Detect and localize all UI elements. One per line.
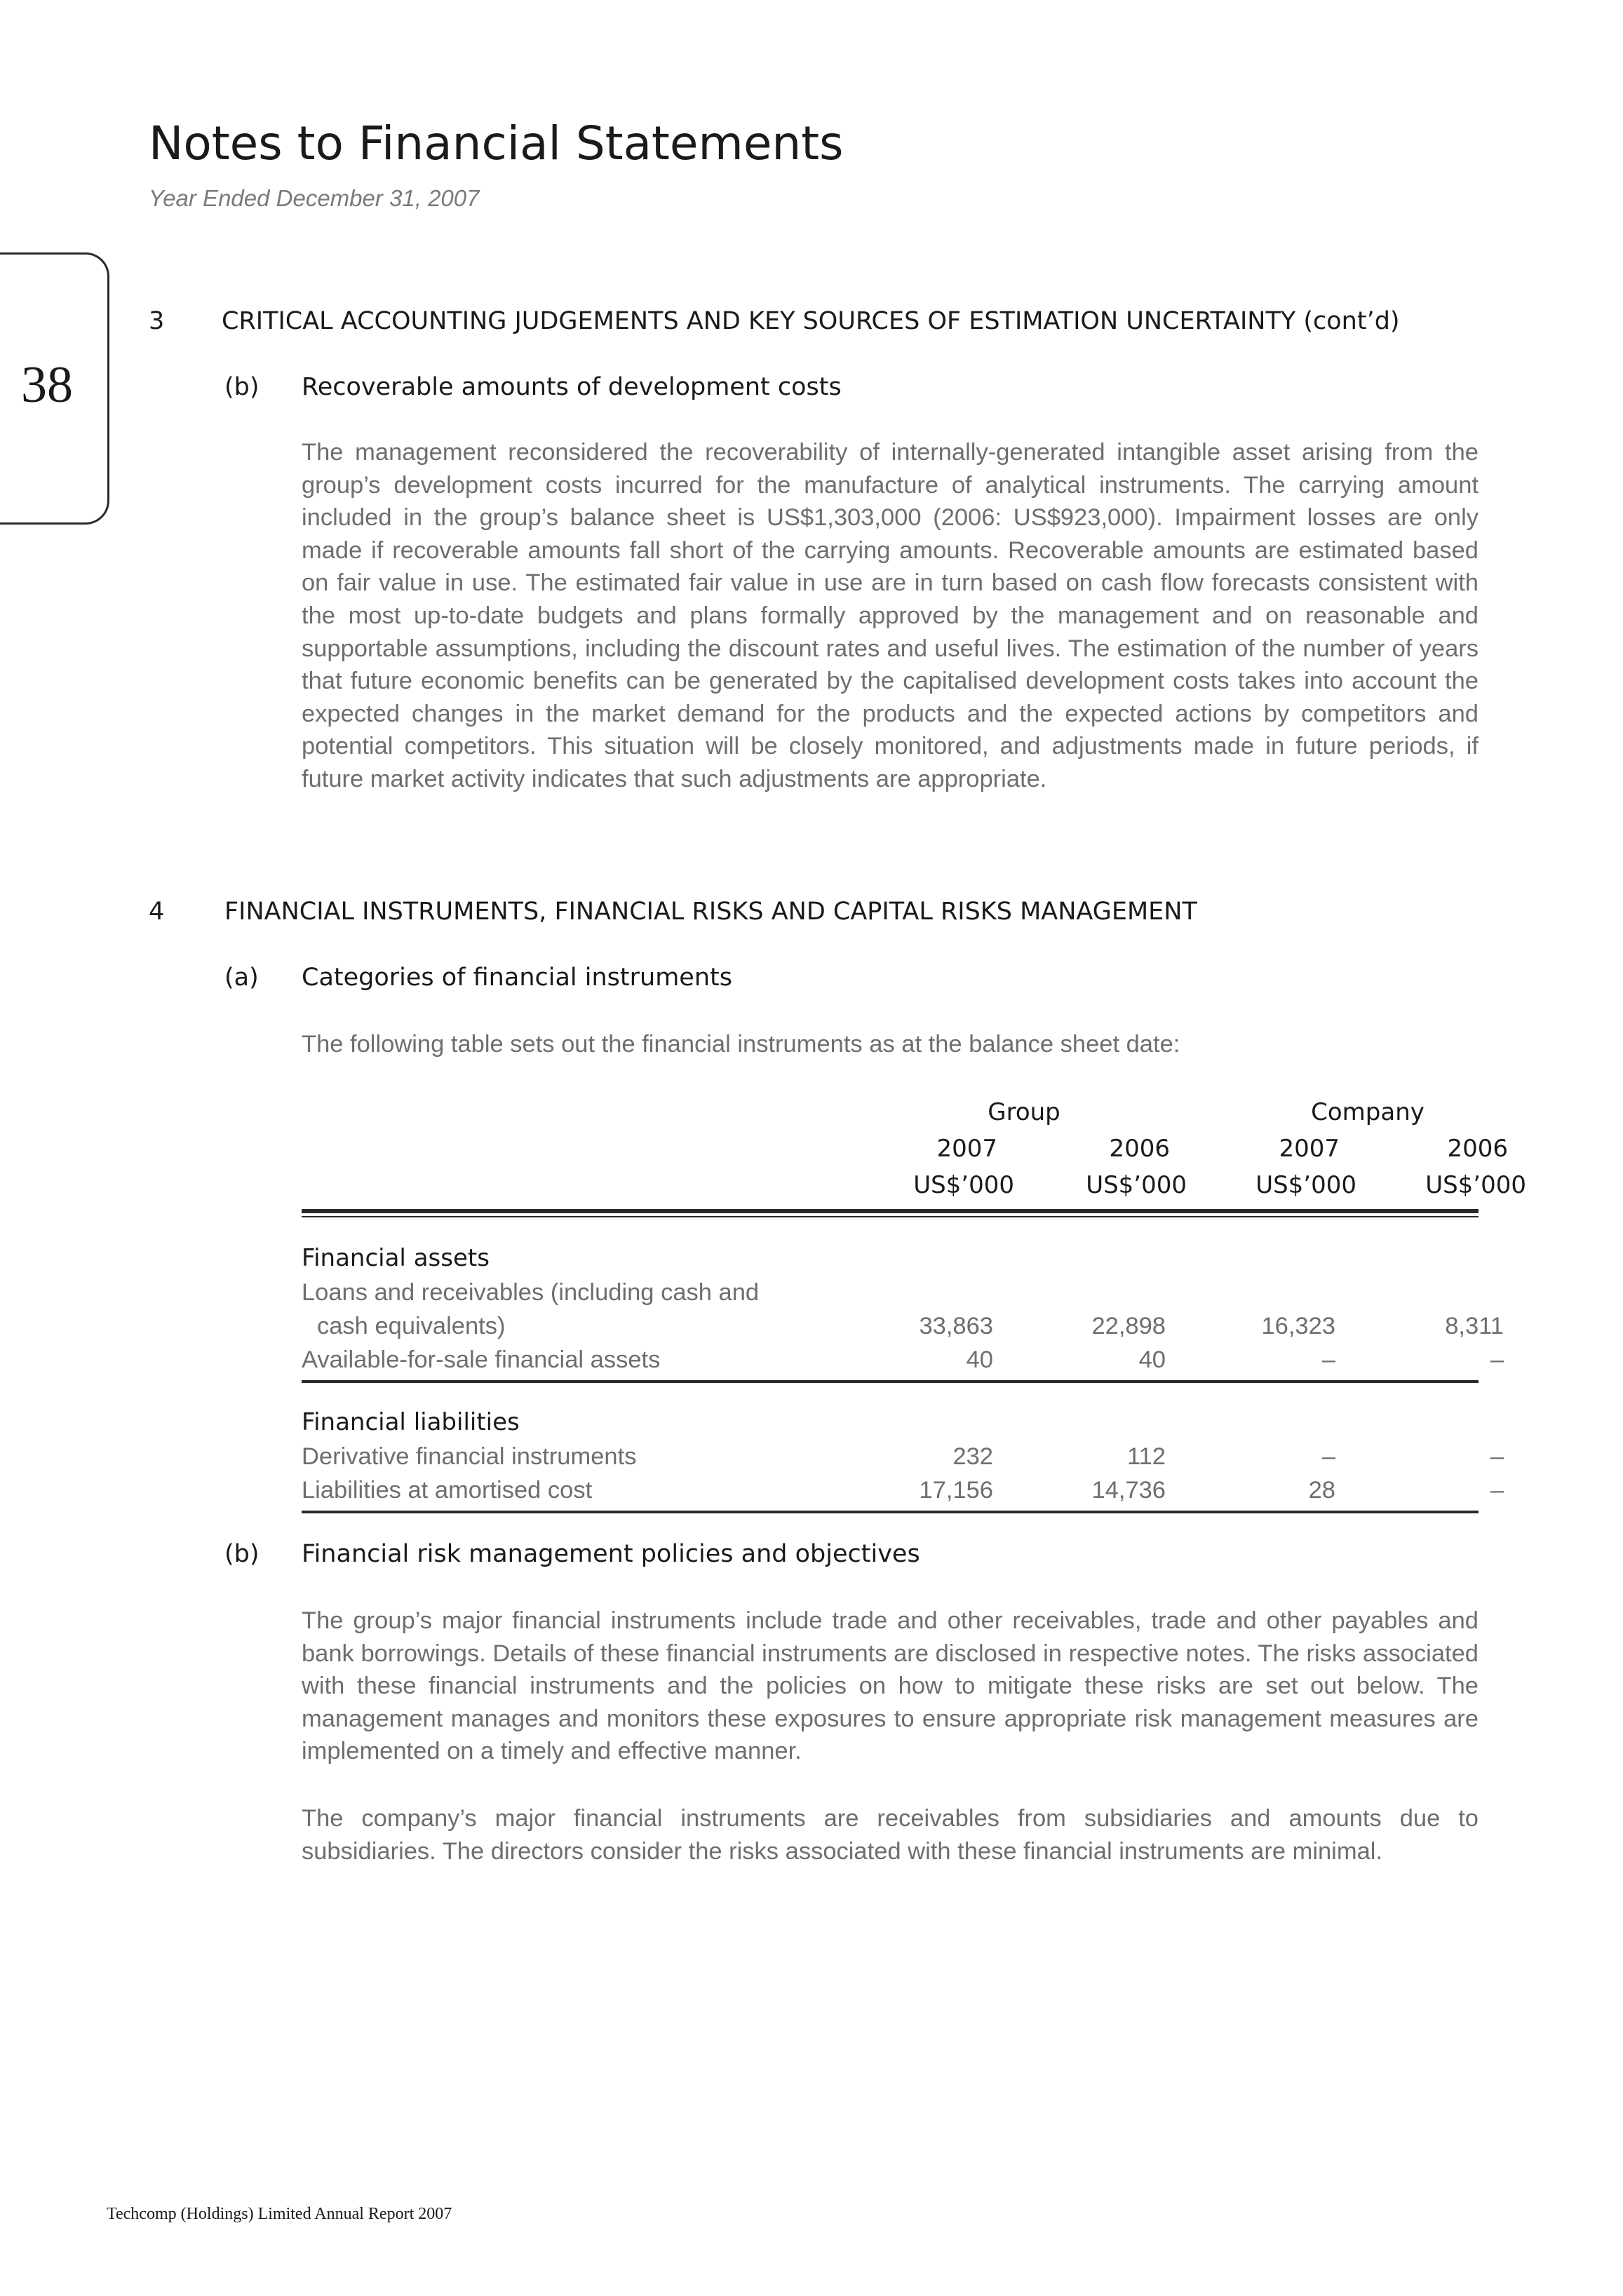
page-subtitle: Year Ended December 31, 2007 bbox=[149, 185, 480, 211]
row-label: Derivative financial instruments bbox=[302, 1443, 637, 1470]
year-header: 2007 bbox=[1279, 1135, 1340, 1163]
table-cell: 22,898 bbox=[1091, 1313, 1166, 1339]
page-number: 38 bbox=[21, 356, 73, 414]
unit-header: US$’000 bbox=[913, 1171, 1014, 1199]
group-header: Group bbox=[988, 1098, 1060, 1126]
table-cell: – bbox=[1490, 1443, 1504, 1470]
page-title: Notes to Financial Statements bbox=[149, 116, 844, 170]
table-intro: The following table sets out the financial instruments as at the balance sheet date: bbox=[302, 1031, 1180, 1058]
assets-rule bbox=[302, 1380, 1479, 1383]
table-cell: 40 bbox=[966, 1346, 993, 1373]
section-3b-title: Recoverable amounts of development costs bbox=[302, 373, 842, 401]
table-cell: – bbox=[1490, 1477, 1504, 1504]
section-4b-paragraph-1: The group’s major financial instruments include trade and other receivables, trade and other payables and bank borrowings. Details of these financial instruments are disclosed in respective notes. The risks associated with these financial instruments and the policies on how to mitigate these risks are set out below. The management manages and monitors these exposures to ensure appropriate risk management measures are implemented on a timely and effective manner. bbox=[302, 1607, 1479, 1765]
year-header: 2006 bbox=[1109, 1135, 1170, 1163]
section-3-title: CRITICAL ACCOUNTING JUDGEMENTS AND KEY SOURCES OF ESTIMATION UNCERTAINTY (cont’d) bbox=[222, 307, 1400, 335]
section-4a-title: Categories of financial instruments bbox=[302, 964, 732, 992]
section-4b-paragraph-2: The company’s major financial instruments are receivables from subsidiaries and amounts due to subsidiaries. The directors consider the risks associated with these financial instruments are minimal. bbox=[302, 1805, 1479, 1865]
company-header: Company bbox=[1311, 1098, 1425, 1126]
table-cell: 28 bbox=[1308, 1477, 1335, 1504]
section-4-title: FINANCIAL INSTRUMENTS, FINANCIAL RISKS AND CAPITAL RISKS MANAGEMENT bbox=[224, 898, 1197, 926]
unit-header: US$’000 bbox=[1255, 1171, 1356, 1199]
table-cell: 40 bbox=[1138, 1346, 1166, 1373]
unit-header: US$’000 bbox=[1086, 1171, 1187, 1199]
table-cell: – bbox=[1321, 1443, 1335, 1470]
table-cell: 16,323 bbox=[1261, 1313, 1335, 1339]
table-cell: 232 bbox=[952, 1443, 993, 1470]
row-label: cash equivalents) bbox=[317, 1313, 506, 1339]
table-cell: 112 bbox=[1126, 1443, 1166, 1470]
table-cell: 8,311 bbox=[1445, 1313, 1504, 1339]
table-cell: – bbox=[1490, 1346, 1504, 1373]
year-header: 2007 bbox=[936, 1135, 997, 1163]
header-rule-thin bbox=[302, 1216, 1479, 1217]
header-rule bbox=[302, 1209, 1479, 1213]
section-3b-label: (b) bbox=[224, 373, 260, 401]
financial-liabilities-heading: Financial liabilities bbox=[302, 1408, 520, 1436]
section-4b-title: Financial risk management policies and objectives bbox=[302, 1540, 920, 1568]
row-label: Loans and receivables (including cash and bbox=[302, 1279, 760, 1306]
section-4b-label: (b) bbox=[224, 1540, 260, 1568]
table-cell: 14,736 bbox=[1091, 1477, 1166, 1504]
row-label: Available-for-sale financial assets bbox=[302, 1346, 661, 1373]
section-4a-label: (a) bbox=[224, 964, 259, 992]
financial-assets-heading: Financial assets bbox=[302, 1244, 490, 1272]
liabilities-rule bbox=[302, 1511, 1479, 1513]
footer-company-report: Techcomp (Holdings) Limited Annual Report 2007 bbox=[107, 2205, 452, 2223]
section-4-number: 4 bbox=[149, 898, 165, 926]
section-3b-paragraph: The management reconsidered the recoverability of internally-generated intangible asset arising from the group’s development costs incurred for the manufacture of analytical instruments. The carrying amount included in the group’s balance sheet is US$1,303,000 (2006: US$923,000). Impairment losses are only made if recoverable amounts fall short of the carrying amounts. Recoverable amounts are estimated based on fair value in use. The estimated fair value in use are in turn based on cash flow forecasts consistent with the most up-to-date budgets and plans formally approved by the management and on reasonable and supportable assumptions, including the discount rates and useful lives. The estimation of the number of years that future economic benefits can be generated by the capitalised development costs takes into account the expected changes in the market demand for the products and the expected actions by competitors and potential competitors. This situation will be closely monitored, and adjustments made in future periods, if future market activity indicates that such adjustments are appropriate. bbox=[302, 439, 1479, 792]
section-3-number: 3 bbox=[149, 307, 165, 335]
unit-header: US$’000 bbox=[1425, 1171, 1526, 1199]
year-header: 2006 bbox=[1447, 1135, 1508, 1163]
row-label: Liabilities at amortised cost bbox=[302, 1477, 593, 1504]
table-cell: 17,156 bbox=[919, 1477, 993, 1504]
table-cell: 33,863 bbox=[919, 1313, 993, 1339]
table-cell: – bbox=[1321, 1346, 1335, 1373]
